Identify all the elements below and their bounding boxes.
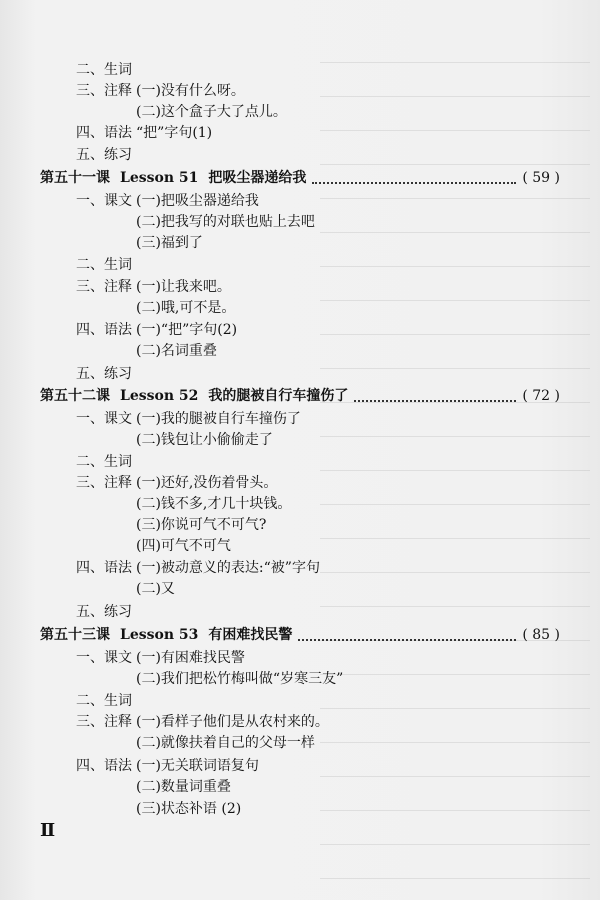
note-item: (二)钱不多,才几十块钱。 xyxy=(136,496,292,512)
note-item: (一)没有什么呀。 xyxy=(136,83,245,99)
section-vocab: 二、生词 xyxy=(76,257,132,273)
section-notes: 三、注释 xyxy=(76,475,132,491)
page-number: ( 59 ) xyxy=(522,170,560,186)
lesson-number-cn: 第五十二课 xyxy=(40,388,110,404)
grammar-item: (一)无关联词语复句 xyxy=(136,758,259,774)
note-item: (一)还好,没伤着骨头。 xyxy=(136,475,278,491)
section-exercise: 五、练习 xyxy=(76,147,132,163)
section-text: 一、课文 xyxy=(76,650,132,666)
lesson-title: 把吸尘器递给我 xyxy=(208,170,307,186)
dot-leader xyxy=(298,629,516,641)
section-exercise: 五、练习 xyxy=(76,604,132,620)
section-notes: 三、注释 xyxy=(76,83,132,99)
text-item: (二)把我写的对联也贴上去吧 xyxy=(136,214,315,230)
section-vocab: 二、生词 xyxy=(76,693,132,709)
section-grammar: 四、语法 xyxy=(76,322,132,338)
page-number: ( 72 ) xyxy=(522,388,560,404)
note-item: (三)你说可气不可气? xyxy=(136,517,267,533)
lesson-number-cn: 第五十一课 xyxy=(40,170,110,186)
lesson-52-heading[interactable] xyxy=(40,387,560,405)
grammar-item: (一)被动意义的表达:“被”字句 xyxy=(136,560,320,576)
grammar-item: (二)数量词重叠 xyxy=(136,779,231,795)
lesson-title: 有困难找民警 xyxy=(208,627,293,643)
grammar-item: (二)又 xyxy=(136,581,175,597)
lesson-51-heading[interactable] xyxy=(40,169,560,187)
lesson-number-cn: 第五十三课 xyxy=(40,627,110,643)
text-item: (三)福到了 xyxy=(136,235,203,251)
section-vocab: 二、生词 xyxy=(76,62,132,78)
text-item: (一)把吸尘器递给我 xyxy=(136,193,259,209)
note-item: (二)这个盒子大了点儿。 xyxy=(136,104,287,120)
section-text: 一、课文 xyxy=(76,411,132,427)
section-notes: 三、注释 xyxy=(76,714,132,730)
lesson-title: 我的腿被自行车撞伤了 xyxy=(208,388,349,404)
lesson-number-en: Lesson 52 xyxy=(120,388,199,404)
text-item: (一)我的腿被自行车撞伤了 xyxy=(136,411,301,427)
section-exercise: 五、练习 xyxy=(76,366,132,382)
lesson-number-en: Lesson 51 xyxy=(120,170,199,186)
section-grammar: 四、语法 xyxy=(76,125,132,141)
text-item: (二)我们把松竹梅叫做“岁寒三友” xyxy=(136,671,344,687)
dot-leader xyxy=(354,390,516,402)
text-item: (二)钱包让小偷偷走了 xyxy=(136,432,273,448)
grammar-item: “把”字句(1) xyxy=(136,125,213,141)
lesson-number-en: Lesson 53 xyxy=(120,627,199,643)
grammar-item: (三)状态补语 (2) xyxy=(136,801,242,817)
dot-leader xyxy=(312,172,516,184)
note-item: (二)就像扶着自己的父母一样 xyxy=(136,735,315,751)
footer-page-numeral: Ⅱ xyxy=(40,820,56,841)
section-grammar: 四、语法 xyxy=(76,758,132,774)
note-item: (四)可气不可气 xyxy=(136,538,231,554)
section-notes: 三、注释 xyxy=(76,279,132,295)
section-grammar: 四、语法 xyxy=(76,560,132,576)
grammar-item: (二)名词重叠 xyxy=(136,343,217,359)
page-number: ( 85 ) xyxy=(522,627,560,643)
grammar-item: (一)“把”字句(2) xyxy=(136,322,238,338)
text-item: (一)有困难找民警 xyxy=(136,650,245,666)
note-item: (一)看样子他们是从农村来的。 xyxy=(136,714,329,730)
section-text: 一、课文 xyxy=(76,193,132,209)
note-item: (一)让我来吧。 xyxy=(136,279,231,295)
section-vocab: 二、生词 xyxy=(76,454,132,470)
note-item: (二)哦,可不是。 xyxy=(136,300,236,316)
lesson-53-heading[interactable] xyxy=(40,626,560,644)
